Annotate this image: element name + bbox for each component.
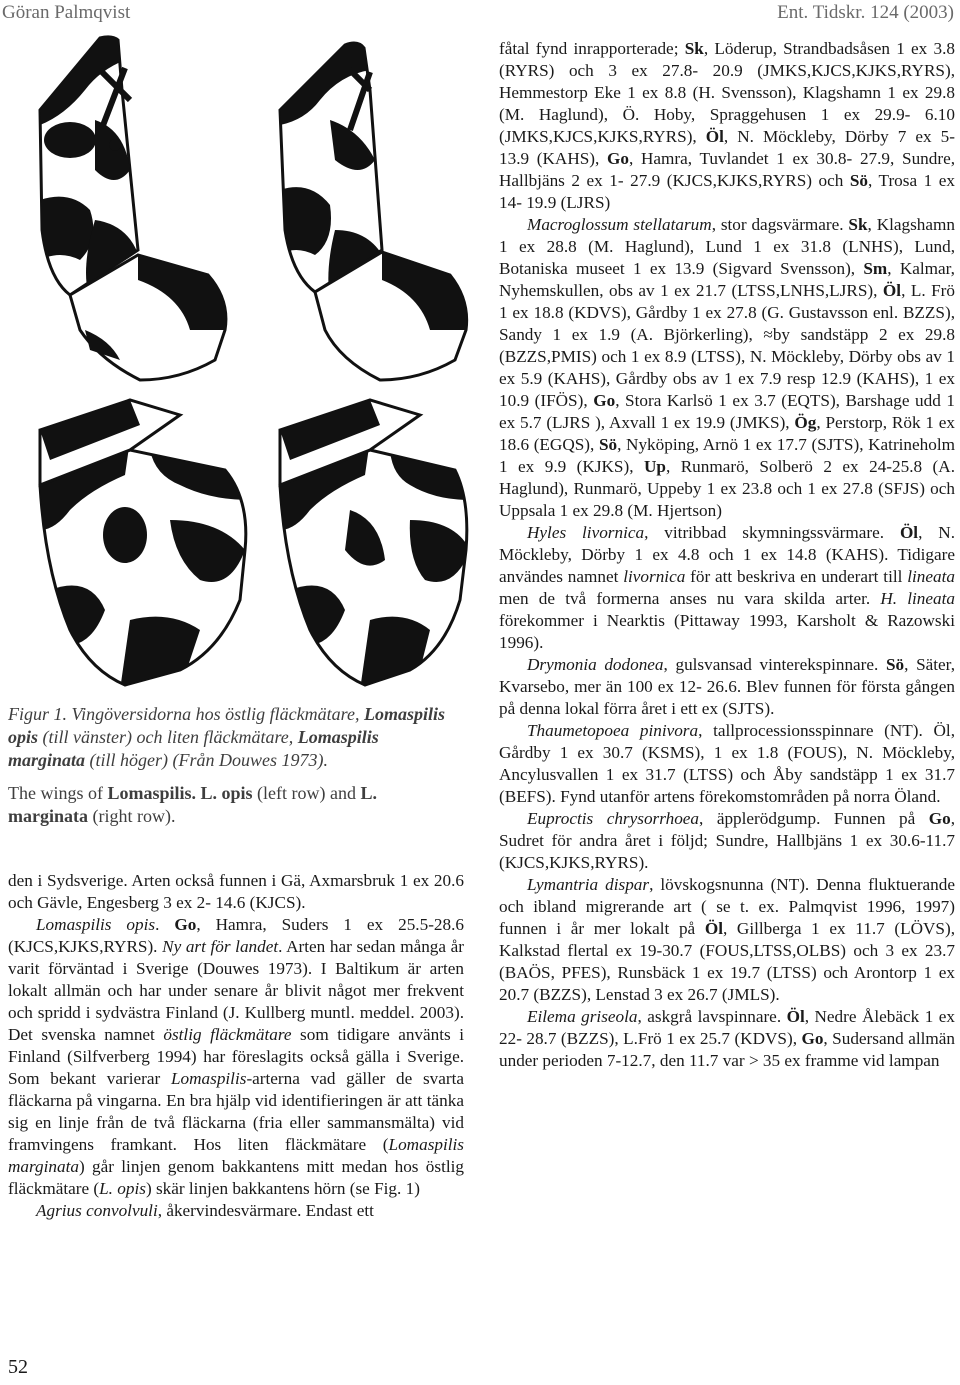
species-entry-agrius-convolvuli: Agrius convolvuli, åkervindesvärmare. Endast ett bbox=[36, 1201, 374, 1220]
species-entry-lomaspilis-opis: Lomaspilis opis. Go, Hamra, Suders 1 ex 25.5-28.6 (KJCS,KJKS,RYRS). Ny art för landet. Arten har sedan många år varit förväntad i Sverige (Douwes 1973). I Baltikum är arten lokalt allmän och har under senare år blivit något mer frekvent och spridd i sydvästra Finland (J. Kullberg muntl. meddel. 2003). Det svenska namnet östlig fläckmätare som tidigare använts i Finland (Silfverberg 1994) har föreslagits också gälla i Sverige. Som bekant varierar Lomaspilis-arterna vad gäller de svarta fläckarna på vingarna. En bra hjälp vid identifieringen är att tänka sig en linje från de två fläckarna (fria eller sammansmälta) vid framvingens framkant. Hos liten fläckmätare (Lomaspilis marginata) går linjen genom bakkantens mitt medan hos östlig fläckmätare (L. opis) skär linjen bakkantens hörn (se Fig. 1) bbox=[8, 915, 464, 1198]
butterfly-wing-opis-top-icon bbox=[40, 30, 226, 380]
butterfly-wing-marginata-top-icon bbox=[280, 35, 467, 380]
species-entry-lymantria: Lymantria dispar, lövskogsnunna (NT). Denna fluktuerande och ibland migrerande art ( se t. ex. Palmqvist 1996, 1997) funnen i år mer lokalt på Öl, Gillberga 1 ex 11.7 (LÖVS), Kalkstad flertal ex 19-30.7 (FOUS,LTSS,OLBS) och 3 ex 23.7 (BAÖS, PFES), Runsbäck 1 ex 19.7 (LTSS) och Arontorp 1 ex 20.7 (BZZS), Lenstad 3 ex 26.7 (JMLS). bbox=[499, 875, 955, 1004]
butterfly-wing-opis-bottom-icon bbox=[40, 400, 250, 690]
wing-figure bbox=[30, 30, 470, 690]
paragraph: den i Sydsverige. Arten också funnen i Gä, Axmarsbruk 1 ex 20.6 och Gävle, Engesberg 3 ex 2- 14.6 (KJCS). bbox=[8, 871, 464, 912]
species-entry-thaumetopoea: Thaumetopoea pinivora, tallprocessionsspinnare (NT). Öl, Gårdby 1 ex 30.7 (KSMS), 1 ex 1.8 (FOUS), N. Möckleby, Ancylusvallen 1 ex 31.7 (LTSS) och Åby sandstäpp 1 ex 31.7 (BEFS). Fynd utanför artens förekomstområden på norra Öland. bbox=[499, 721, 955, 806]
right-column bbox=[499, 38, 955, 1072]
figure-caption bbox=[8, 703, 458, 838]
caption-english: The wings of Lomaspilis. L. opis (left row) and L. marginata (right row). bbox=[8, 783, 378, 826]
species-entry-euproctis: Euproctis chrysorrhoea, äpplerödgump. Funnen på Go, Sudret för andra året i följd; Sundre, Hallbjäns 1 ex 30.6-11.7 (KJCS,KJKS,RYRS). bbox=[499, 809, 955, 872]
butterfly-wing-marginata-bottom-icon bbox=[280, 400, 470, 690]
species-entry-eilema: Eilema griseola, askgrå lavspinnare. Öl, Nedre Ålebäck 1 ex 22- 28.7 (BZZS), L.Frö 1 ex 25.7 (KDVS), Go, Sudersand allmän under perioden 7-12.7, den 11.7 var > 35 ex framme vid lampan bbox=[499, 1007, 955, 1070]
page-number: 52 bbox=[8, 1356, 28, 1378]
running-header-journal: Ent. Tidskr. 124 (2003) bbox=[777, 2, 954, 23]
caption-swedish: Figur 1. Vingöversidorna hos östlig fläckmätare, Lomaspilis opis (till vänster) och liten fläckmätare, Lomaspilis marginata (till höger) (Från Douwes 1973). bbox=[8, 704, 445, 770]
running-header-author: Göran Palmqvist bbox=[2, 2, 131, 23]
species-entry-drymonia-dodonea: Drymonia dodonea, gulsvansad vinterekspinnare. Sö, Säter, Kvarsebo, mer än 100 ex 12- 26.6. Blev funnen för första gången på denna lokal förra året i ett ex (SJTS). bbox=[499, 655, 955, 718]
left-column bbox=[8, 870, 464, 1222]
species-entry-hyles-livornica: Hyles livornica, vitribbad skymningssvärmare. Öl, N. Möckleby, Dörby 1 ex 4.8 och 1 ex 14.8 (KAHS). Tidigare användes namnet livornica för att beskriva en underart till lineata men de två formerna anses nu vara skilda arter. H. lineata förekommer i Nearktis (Pittaway 1993, Karsholt & Razowski 1996). bbox=[499, 523, 956, 652]
species-entry-macroglossum: Macroglossum stellatarum, stor dagsvärmare. Sk, Klagshamn 1 ex 28.8 (M. Haglund), Lund 1 ex 31.8 (LNHS), Lund, Botaniska museet 1 ex 13.9 (Sigvard Svensson), Sm, Kalmar, Nyhemskullen, obs av 1 ex 21.7 (LTSS,LNHS,LJRS), Öl, L. Frö 1 ex 18.8 (KDVS), Gårdby 1 ex 27.8 (G. Gustavsson enl. BZZS), Sandy 1 ex 1.9 (A. Björkerling), ≈by sandstäpp 2 ex 29.8 (BZZS,PMIS) och 1 ex 8.9 (LTSS), N. Möckleby, Dörby obs av 1 ex 5.9 (KAHS), Gårdby obs av 1 ex 7.9 resp 12.9 (KAHS), 1 ex 10.9 (IFÖS), Go, Stora Karlsö 1 ex 3.7 (EQTS), Barshage udd 1 ex 5.7 (LJRS ), Axvall 1 ex 19.9 (JMKS), Ög, Perstorp, Rök 1 ex 18.6 (EGQS), Sö, Nyköping, Arnö 1 ex 17.7 (SJTS), Katrineholm 1 ex 9.9 (KJKS), Up, Runmarö, Solberö 2 ex 24-25.8 (A. Haglund), Runmarö, Uppeby 1 ex 23.8 och 1 ex 27.8 (SFJS) och Uppsala 1 ex 29.8 (M. Hjertson) bbox=[499, 215, 955, 520]
paragraph: fåtal fynd inrapporterade; Sk, Löderup, Strandbadsåsen 1 ex 3.8 (RYRS) och 3 ex 27.8- 20.9 (JMKS,KJCS,KJKS,RYRS), Hemmestorp Eke 1 ex 8.8 (H. Svensson), Klagshamn 1 ex 29.8 (M. Haglund), Ö. Hoby, Spraggehusen 1 ex 29.9- 6.10 (JMKS,KJCS,KJKS,RYRS), Öl, N. Möckleby, Dörby 7 ex 5- 13.9 (KAHS), Go, Hamra, Tuvlandet 1 ex 30.8- 27.9, Sundre, Hallbjäns 2 ex 1- 27.9 (KJCS,KJKS,RYRS) och Sö, Trosa 1 ex 14- 19.9 (LJRS) bbox=[499, 39, 956, 212]
